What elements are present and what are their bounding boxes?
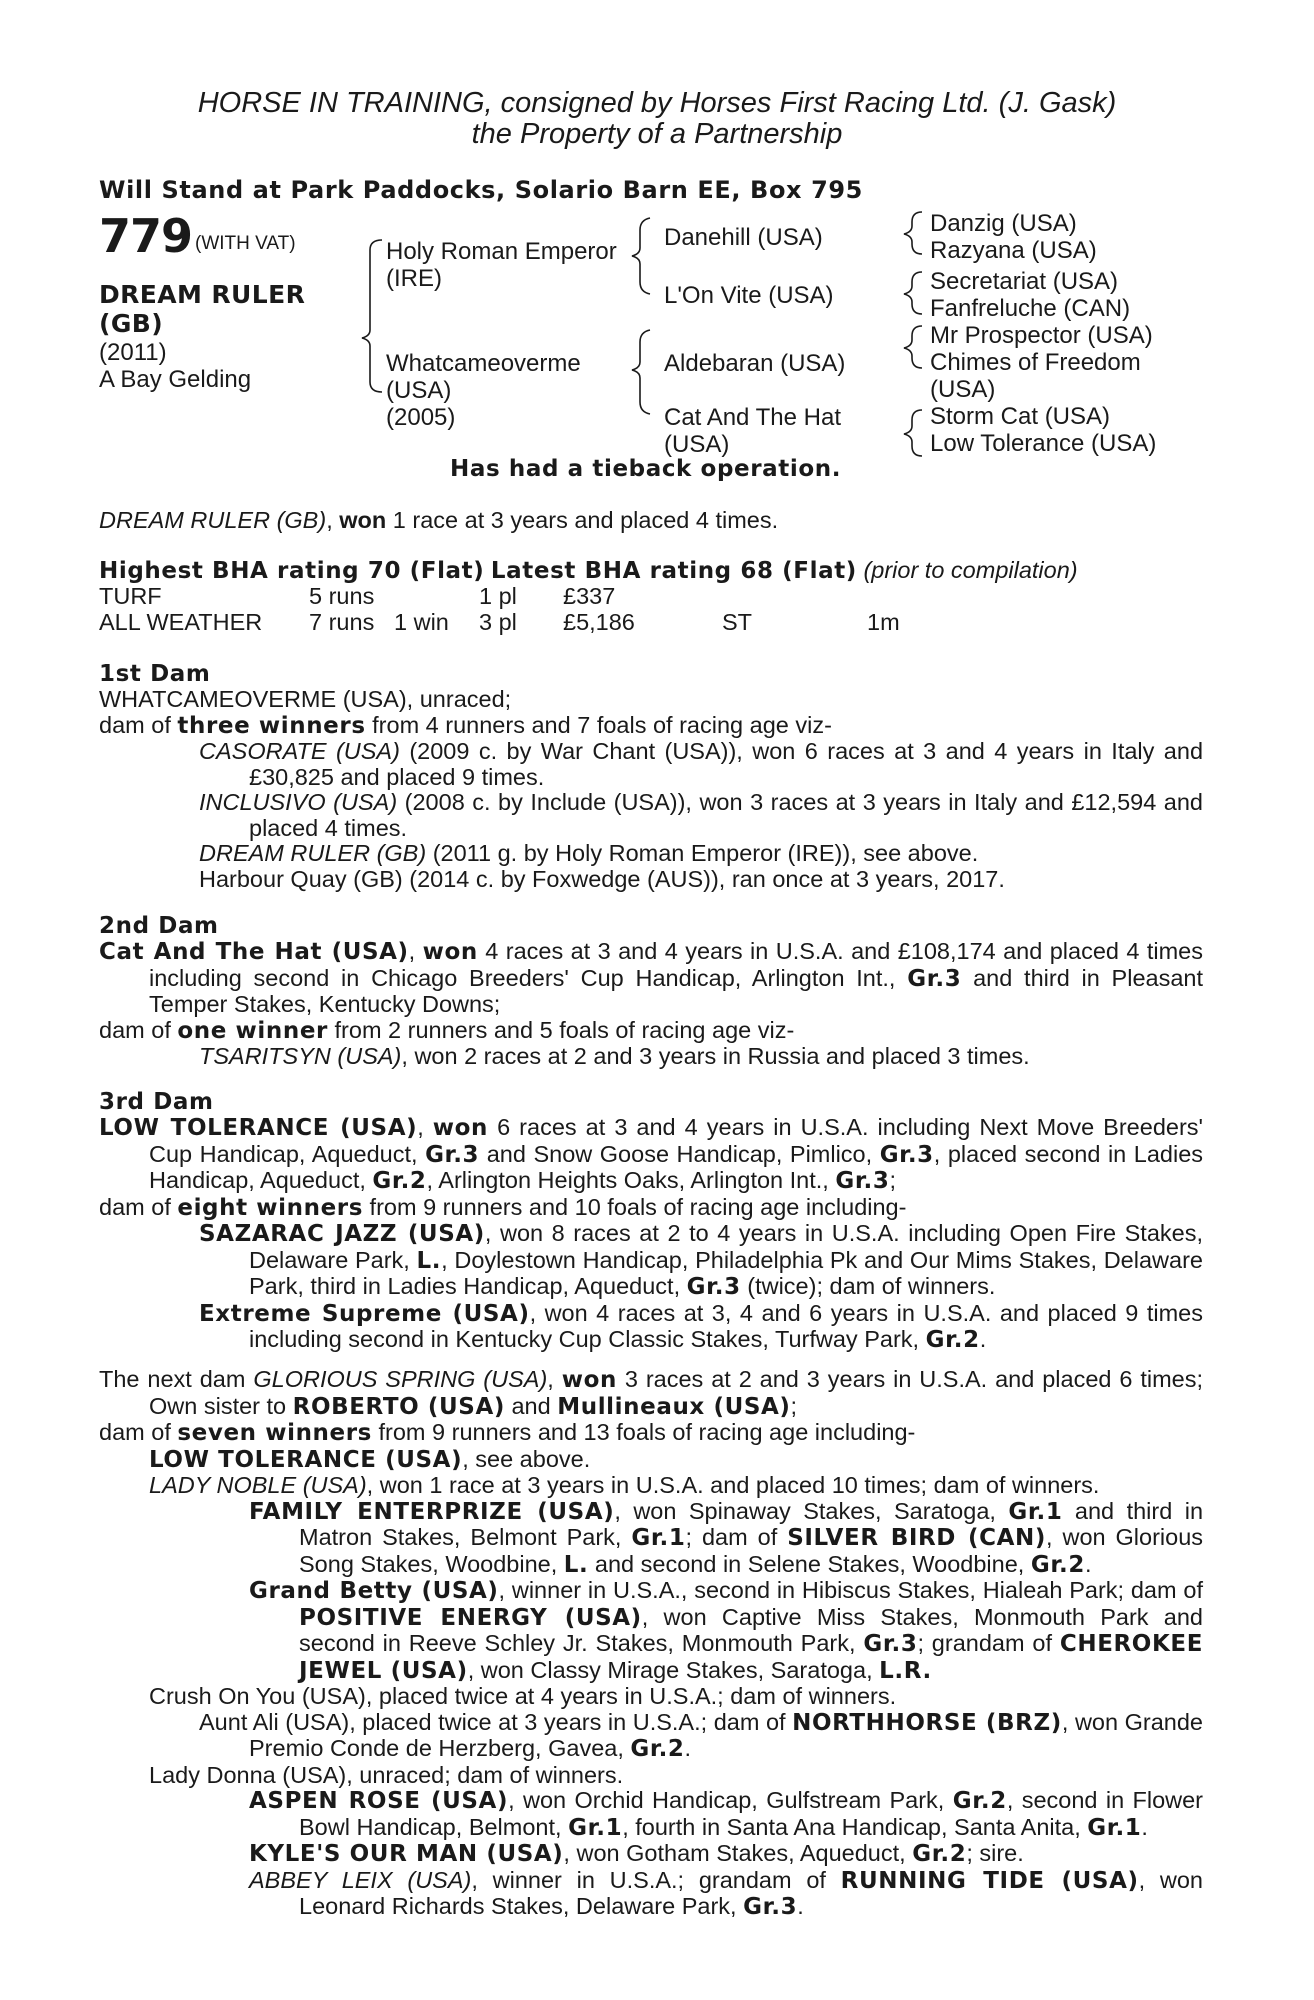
next-dam-record: The next dam GLORIOUS SPRING (USA), won 3 races at 2 and 3 years in U.S.A. and placed 6 times; Own sister to ROBERTO (USA) and Mullineaux (USA);: [99, 1366, 1204, 1420]
owner-line: the Property of a Partnership: [471, 118, 843, 150]
dam3-progeny-2: Extreme Supreme (USA), won 4 races at 3, 4 and 6 years in U.S.A. and placed 9 times including second in Kentucky Cup Classic Stakes, Turfway Park, Gr.2.: [199, 1299, 1203, 1353]
next-progeny-4: Grand Betty (USA), winner in U.S.A., second in Hibiscus Stakes, Hialeah Park; dam of POSITIVE ENERGY (USA), won Captive Miss Stakes, Monmouth Park and second in Reeve Schley Jr. Stakes, Monmouth Park, Gr.3; grandam of CHEROKEE JEWEL (USA), won Classy Mirage Stakes, Saratoga, L.R.: [249, 1577, 1204, 1684]
dam2-section: [99, 939, 1203, 1070]
turf-placed: 1 pl: [479, 583, 517, 609]
sd-brace: [904, 272, 922, 314]
aw-going: ST: [722, 609, 753, 635]
dam1-dam-of: dam of three winners from 4 runners and 7 foals of racing age viz-: [99, 711, 832, 739]
race-summary: DREAM RULER (GB), won 1 race at 3 years and placed 4 times.: [99, 507, 779, 533]
sd-sire: Secretariat (USA): [930, 268, 1119, 295]
dam3-progeny-1: SAZARAC JAZZ (USA), won 8 races at 2 to 4 years in U.S.A. including Open Fire Stakes, Delaware Park, L., Doylestown Handicap, Philadelphia Pk and Our Mims Stakes, Delaware Park, third in Ladies Handicap, Aqueduct, Gr.3 (twice); dam of winners.: [199, 1220, 1203, 1300]
turf-runs: 5 runs: [309, 583, 375, 609]
tieback-note: Has had a tieback operation.: [450, 456, 842, 482]
dam2-dam-of: dam of one winner from 2 runners and 5 foals of racing age viz-: [99, 1016, 795, 1044]
ds-sire: Mr Prospector (USA): [930, 322, 1153, 349]
dam1-section: WHATCAMEOVERME (USA), unraced; dam of three winners from 4 runners and 7 foals of racing age viz- CASORATE (USA) (2009 c. by War Chant (USA)), won 6 races at 3 and 4 years in Italy and £30,825 and placed 9 times. INCLUSIVO (USA) (2008 c. by Include (USA)), won 3 races at 3 years in Italy and £12,594 and placed 4 times. DREAM RULER (GB) (2011 g. by Holy Roman Emperor (IRE)), see above. Harbour Quay (GB) (2014 c. by Foxwedge (AUS)), ran once at 3 years, 2017.: [99, 686, 1204, 892]
dam1-title: 1st Dam: [99, 661, 211, 687]
dd-brace: [904, 410, 922, 456]
dam-name: Whatcameoverme (USA) (2005): [386, 350, 581, 431]
dam-dam: Cat And The Hat (USA): [664, 404, 841, 458]
dd-dam: Low Tolerance (USA): [930, 430, 1157, 457]
next-progeny-5: Crush On You (USA), placed twice at 4 years in U.S.A.; dam of winners.: [149, 1683, 897, 1709]
sire-brace: [632, 218, 650, 294]
horse-description: A Bay Gelding: [99, 366, 252, 393]
dam1-progeny-2: INCLUSIVO (USA) (2008 c. by Include (USA)), won 3 races at 3 years in Italy and £12,594 and placed 4 times.: [199, 789, 1204, 841]
sire-name: Holy Roman Emperor (IRE): [386, 238, 617, 292]
ss-sire: Danzig (USA): [930, 210, 1077, 237]
dam-sire: Aldebaran (USA): [664, 350, 846, 377]
horse-name: DREAM RULER: [99, 280, 306, 309]
aw-label: ALL WEATHER: [99, 609, 263, 635]
aw-placed: 3 pl: [479, 609, 517, 635]
next-progeny-6: Aunt Ali (USA), placed twice at 3 years in U.S.A.; dam of NORTHHORSE (BRZ), won Grande Premio Conde de Herzberg, Gavea, Gr.2.: [199, 1708, 1203, 1762]
aw-runs: 7 runs: [309, 609, 375, 635]
stand-location: Will Stand at Park Paddocks, Solario Barn EE, Box 795: [99, 176, 863, 204]
sire-dam: L'On Vite (USA): [664, 282, 834, 309]
turf-label: TURF: [99, 583, 162, 609]
dam2-progeny-1: TSARITSYN (USA), won 2 races at 2 and 3 years in Russia and placed 3 times.: [199, 1043, 1030, 1069]
dam3-dam-of: dam of eight winners from 9 runners and 10 foals of racing age including-: [99, 1193, 907, 1221]
horse-year: (2011): [99, 339, 167, 366]
next-progeny-7: Lady Donna (USA), unraced; dam of winners.: [149, 1761, 624, 1788]
turf-amount: £337: [563, 583, 616, 609]
dam2-record: Cat And The Hat (USA), won 4 races at 3 and 4 years in U.S.A. and £108,174 and placed 4 times including second in Chicago Breeders' Cup Handicap, Arlington Int., Gr.3 and third in Pleasant Temper Stakes, Kentucky Downs;: [99, 938, 1204, 1017]
sd-dam: Fanfreluche (CAN): [930, 295, 1131, 322]
next-dam-section: [99, 1367, 1203, 1921]
next-progeny-2: LADY NOBLE (USA), won 1 race at 3 years in U.S.A. and placed 10 times; dam of winners.: [149, 1472, 1100, 1498]
dam2-title: 2nd Dam: [99, 913, 219, 939]
lot-number: 779: [99, 209, 193, 263]
ds-brace: [904, 326, 922, 368]
next-progeny-9: KYLE'S OUR MAN (USA), won Gotham Stakes, Aqueduct, Gr.2; sire.: [249, 1840, 1024, 1867]
dam1-progeny-3: DREAM RULER (GB) (2011 g. by Holy Roman Emperor (IRE)), see above.: [199, 840, 979, 866]
dd-sire: Storm Cat (USA): [930, 403, 1111, 430]
dam1-progeny-4: Harbour Quay (GB) (2014 c. by Foxwedge (AUS)), ran once at 3 years, 2017.: [199, 865, 1005, 892]
vat-note: (WITH VAT): [195, 233, 296, 254]
next-progeny-8: ASPEN ROSE (USA), won Orchid Handicap, Gulfstream Park, Gr.2, second in Flower Bowl Handicap, Belmont, Gr.1, fourth in Santa Ana Handicap, Santa Anita, Gr.1.: [249, 1787, 1204, 1841]
next-progeny-3: FAMILY ENTERPRIZE (USA), won Spinaway Stakes, Saratoga, Gr.1 and third in Matron Stakes, Belmont Park, Gr.1; dam of SILVER BIRD (CAN), won Glorious Song Stakes, Woodbine, L. and second in Selene Stakes, Woodbine, Gr.2.: [249, 1497, 1204, 1578]
dam3-section: [99, 1115, 1203, 1354]
ss-brace: [904, 212, 922, 254]
consignor-line: HORSE IN TRAINING, consigned by Horses First Racing Ltd. (J. Gask): [197, 87, 1117, 119]
bha-ratings: Highest BHA rating 70 (Flat) Latest BHA rating 68 (Flat) (prior to compilation): [99, 557, 1078, 584]
aw-amount: £5,186: [563, 609, 635, 635]
sire-sire: Danehill (USA): [664, 224, 823, 251]
dam1-progeny-1: CASORATE (USA) (2009 c. by War Chant (USA)), won 6 races at 3 and 4 years in Italy and £30,825 and placed 9 times.: [199, 738, 1204, 790]
horse-country: (GB): [99, 309, 164, 338]
dam3-title: 3rd Dam: [99, 1089, 214, 1115]
next-progeny-1: LOW TOLERANCE (USA), see above.: [149, 1445, 591, 1473]
ss-dam: Razyana (USA): [930, 237, 1097, 264]
next-progeny-10: ABBEY LEIX (USA), winner in U.S.A.; grandam of RUNNING TIDE (USA), won Leonard Richards Stakes, Delaware Park, Gr.3.: [249, 1866, 1203, 1920]
main-brace: [362, 240, 382, 392]
dam3-record: LOW TOLERANCE (USA), won 6 races at 3 and 4 years in U.S.A. including Next Move Breeders' Cup Handicap, Aqueduct, Gr.3 and Snow Goose Handicap, Pimlico, Gr.3, placed second in Ladies Handicap, Aqueduct, Gr.2, Arlington Heights Oaks, Arlington Int., Gr.3;: [99, 1114, 1204, 1194]
ds-dam: Chimes of Freedom (USA): [930, 349, 1141, 403]
next-dam-of: dam of seven winners from 9 runners and 13 foals of racing age including-: [99, 1419, 916, 1446]
aw-wins: 1 win: [394, 609, 449, 635]
dam-brace: [632, 330, 650, 414]
aw-distance: 1m: [867, 609, 900, 635]
